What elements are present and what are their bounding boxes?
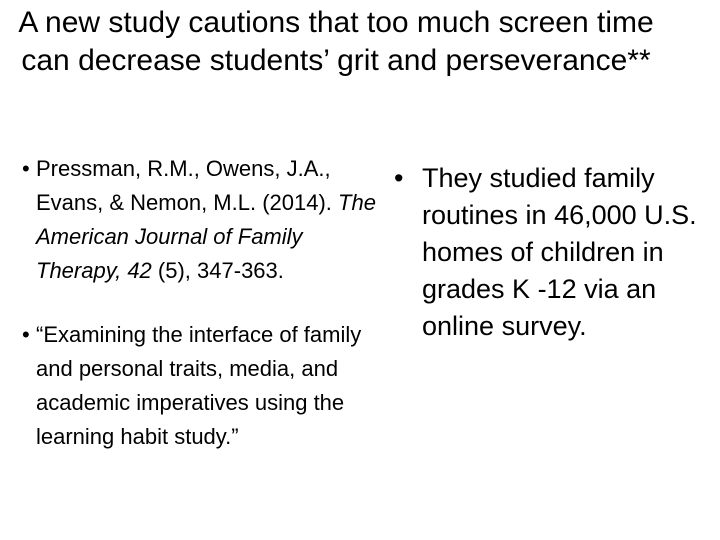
citation-issue-pages: (5), 347-363. xyxy=(157,258,284,283)
citation-text xyxy=(36,152,382,288)
study-title-text: “Examining the interface of family and personal traits, media, and academic imperatives using the learning habit study.” xyxy=(36,322,362,449)
slide-title: A new study cautions that too much screen time can decrease students’ grit and perseverance** xyxy=(18,6,654,77)
citation-authors: Pressman, R.M., Owens, J.A., Evans, & Nemon, M.L. (2014). xyxy=(36,156,332,215)
left-column xyxy=(22,152,382,454)
right-column xyxy=(394,160,716,345)
bullet-spacer xyxy=(22,288,382,318)
study-summary-text: They studied family routines in 46,000 U.S. homes of children in grades K -12 via an online survey. xyxy=(422,163,697,341)
bullet-icon: • xyxy=(22,322,30,347)
citation-volume: 42 xyxy=(127,258,152,283)
bullet-icon: • xyxy=(22,156,30,181)
citation-bullet xyxy=(22,152,382,288)
study-summary-bullet xyxy=(394,160,716,345)
bullet-icon: • xyxy=(394,163,404,193)
citation-journal: The American Journal of Family Therapy, xyxy=(36,190,376,283)
study-title-bullet xyxy=(22,318,382,454)
